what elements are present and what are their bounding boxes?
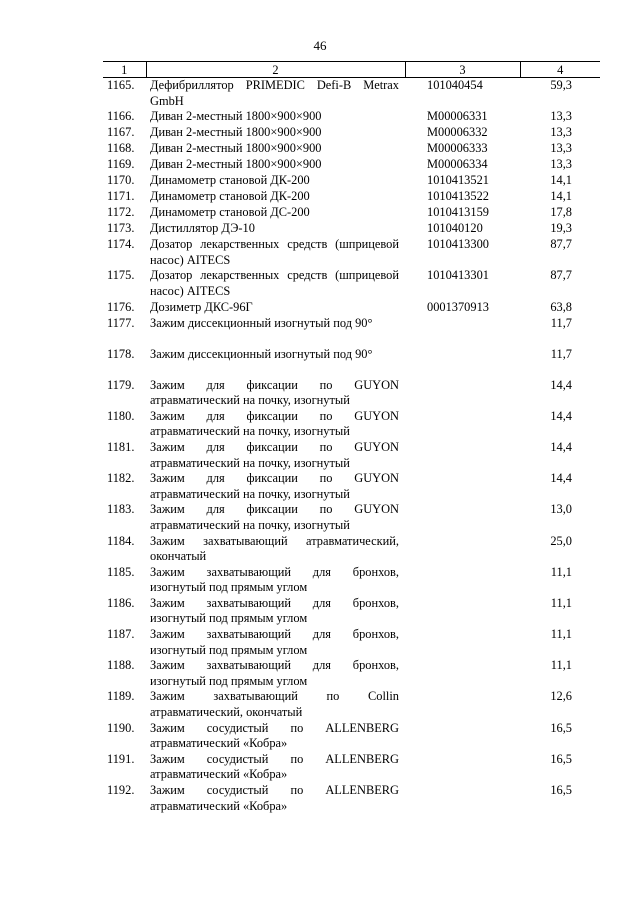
table-row [103,471,600,502]
row-inventory-code [405,721,520,752]
table-row [103,721,600,752]
row-number: 1169. [107,157,135,172]
table-row [103,173,600,189]
row-number: 1175. [107,268,135,283]
row-value: 14,1 [550,189,572,204]
row-inventory-code [405,596,520,627]
table-header [103,62,600,78]
row-item-name: Динамометр становой ДК-200 [150,189,310,204]
row-inventory-code [405,658,520,689]
row-number: 1180. [107,408,135,423]
row-value: 11,7 [550,346,572,361]
page-number: 46 [313,38,327,53]
row-number: 1165. [107,78,135,92]
row-value: 11,1 [550,627,572,642]
row-item-name: Зажим сосудистый по ALLENBERG атравматический «Кобра» [150,720,399,751]
table-row [103,689,600,720]
table-row [103,627,600,658]
table-row [103,783,600,814]
row-item-name: Дозатор лекарственных средств (шприцевой насос) AITECS [150,237,399,267]
row-inventory-code [405,409,520,440]
row-value: 13,3 [550,157,572,172]
row-value: 16,5 [550,751,572,766]
row-item-name: Зажим захватывающий атравматический, окончатый [150,533,399,564]
row-item-name: Дефибриллятор PRIMEDIC Defi-B Metrax GmbH [150,78,399,108]
row-item-name: Зажим для фиксации по GUYON атравматический на почку, изогнутый [150,439,399,470]
row-number: 1177. [107,315,135,330]
row-number: 1166. [107,109,135,124]
row-value: 87,7 [550,268,572,283]
row-inventory-code: M00006334 [427,157,488,172]
row-item-name: Дистиллятор ДЭ-10 [150,221,255,236]
row-inventory-code: 1010413300 [427,237,489,252]
row-inventory-code: M00006331 [427,109,488,124]
row-item-name: Динамометр становой ДК-200 [150,173,310,188]
row-inventory-code [405,471,520,502]
row-inventory-code: M00006332 [427,125,488,140]
row-number: 1183. [107,502,135,517]
row-inventory-code: 1010413159 [427,205,489,220]
row-number: 1170. [107,173,135,188]
table-row [103,316,600,347]
row-inventory-code [405,565,520,596]
row-value: 14,4 [550,408,572,423]
row-number: 1181. [107,439,135,454]
row-item-name: Диван 2-местный 1800×900×900 [150,157,322,172]
row-item-name: Зажим для фиксации по GUYON атравматический на почку, изогнутый [150,408,399,439]
row-item-name: Зажим захватывающий по Collin атравматический, окончатый [150,689,399,720]
row-number: 1172. [107,205,135,220]
table-row [103,78,600,110]
header-col-inventory-code: 3 [405,62,520,78]
row-item-name: Диван 2-местный 1800×900×900 [150,125,322,140]
row-item-name: Зажим диссекционный изогнутый под 90° [150,315,373,330]
table-row [103,502,600,533]
row-item-name: Зажим для фиксации по GUYON атравматический на почку, изогнутый [150,471,399,501]
row-value: 16,5 [550,783,572,797]
row-number: 1184. [107,533,135,548]
table-row [103,534,600,565]
row-item-name: Зажим захватывающий для бронхов, изогнутый под прямым углом [150,627,399,657]
row-value: 59,3 [550,78,572,92]
row-inventory-code [405,440,520,471]
row-value: 11,1 [550,564,572,579]
table-row [103,141,600,157]
row-item-name: Зажим захватывающий для бронхов, изогнутый под прямым углом [150,658,399,688]
header-col-name: 2 [146,62,405,78]
row-inventory-code [405,752,520,783]
row-inventory-code: 101040120 [427,221,483,236]
row-number: 1190. [107,720,135,735]
table-row [103,658,600,689]
equipment-table [103,61,600,814]
row-number: 1192. [107,783,135,797]
row-value: 16,5 [550,720,572,735]
row-inventory-code: 1010413521 [427,173,489,188]
row-number: 1191. [107,751,135,766]
row-inventory-code: 0001370913 [427,299,489,314]
table-row [103,565,600,596]
row-item-name: Зажим захватывающий для бронхов, изогнутый под прямым углом [150,564,399,595]
row-inventory-code: 1010413522 [427,189,489,204]
row-item-name: Диван 2-местный 1800×900×900 [150,109,322,124]
row-inventory-code [405,347,520,378]
row-value: 13,3 [550,125,572,140]
row-value: 14,4 [550,471,572,486]
row-inventory-code [405,627,520,658]
row-inventory-code [405,502,520,533]
row-number: 1186. [107,595,135,610]
row-number: 1176. [107,299,135,314]
row-item-name: Зажим диссекционный изогнутый под 90° [150,346,373,361]
row-item-name: Диван 2-местный 1800×900×900 [150,141,322,156]
row-number: 1171. [107,189,135,204]
row-value: 11,7 [550,315,572,330]
row-value: 12,6 [550,689,572,704]
row-inventory-code [405,783,520,814]
row-inventory-code [405,378,520,409]
table-row [103,440,600,471]
row-item-name: Дозиметр ДКС-96Г [150,299,253,314]
table-row [103,409,600,440]
row-value: 11,1 [550,658,572,673]
row-number: 1179. [107,377,135,392]
row-item-name: Динамометр становой ДС-200 [150,205,310,220]
row-value: 17,8 [550,205,572,220]
table-row [103,125,600,141]
row-number: 1182. [107,471,135,486]
row-value: 13,0 [550,502,572,517]
table-row [103,347,600,378]
table-row [103,109,600,125]
table-row [103,378,600,409]
row-inventory-code: 101040454 [427,78,483,92]
table-row [103,221,600,237]
row-value: 25,0 [550,533,572,548]
row-item-name: Зажим сосудистый по ALLENBERG атравматический «Кобра» [150,751,399,782]
row-value: 87,7 [550,237,572,252]
row-number: 1185. [107,564,135,579]
row-value: 14,4 [550,377,572,392]
row-item-name: Зажим для фиксации по GUYON атравматический на почку, изогнутый [150,502,399,532]
header-col-number: 1 [103,62,146,78]
row-value: 14,1 [550,173,572,188]
table-row [103,596,600,627]
row-number: 1168. [107,141,135,156]
table-row [103,752,600,783]
table-row [103,157,600,173]
row-number: 1189. [107,689,135,704]
row-value: 14,4 [550,439,572,454]
row-number: 1188. [107,658,135,673]
row-value: 63,8 [550,299,572,314]
table-row [103,189,600,205]
row-item-name: Зажим захватывающий для бронхов, изогнутый под прямым углом [150,595,399,626]
table-body [103,78,600,815]
row-value: 19,3 [550,221,572,236]
row-number: 1187. [107,627,135,642]
table-row [103,300,600,316]
row-inventory-code [405,316,520,347]
row-item-name: Зажим сосудистый по ALLENBERG атравматический «Кобра» [150,783,399,813]
row-value: 11,1 [550,595,572,610]
row-item-name: Зажим для фиксации по GUYON атравматический на почку, изогнутый [150,377,399,408]
row-number: 1167. [107,125,135,140]
table-row [103,205,600,221]
table-row [103,237,600,268]
table-row [103,268,600,299]
row-number: 1178. [107,346,135,361]
row-number: 1174. [107,237,135,252]
row-number: 1173. [107,221,135,236]
row-inventory-code [405,689,520,720]
row-inventory-code: 1010413301 [427,268,489,283]
header-row [103,62,600,78]
row-inventory-code [405,534,520,565]
row-value: 13,3 [550,141,572,156]
row-value: 13,3 [550,109,572,124]
row-item-name: Дозатор лекарственных средств (шприцевой насос) AITECS [150,268,399,298]
header-col-value: 4 [520,62,600,78]
row-inventory-code: M00006333 [427,141,488,156]
